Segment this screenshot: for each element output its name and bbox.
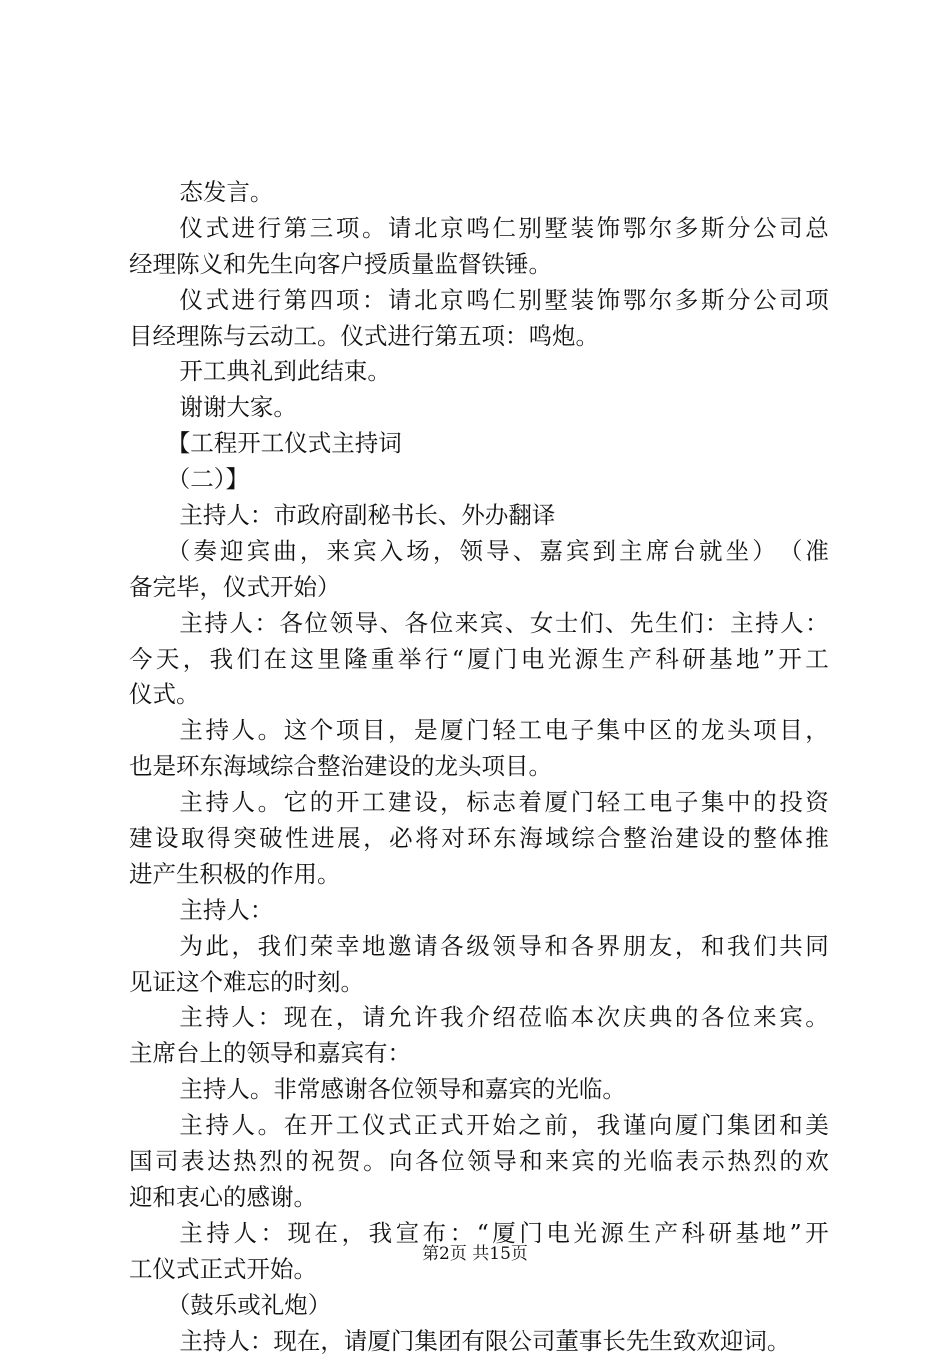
document-body — [129, 175, 829, 1359]
text-line: （二）】 — [129, 462, 829, 498]
text-line: 仪 式 进 行 第 四 项 ： 请 北 京 鸣 仁 别 墅 装 饰 鄂 尔 多 斯 分 公 司 项 — [129, 283, 829, 319]
text-line: 主 持 人 。 在 开 工 仪 式 正 式 开 始 之 前 ， 我 谨 向 厦 门 集 团 和 美 — [129, 1108, 829, 1144]
text-line: 主持人。非常感谢各位领导和嘉宾的光临。 — [129, 1072, 829, 1108]
text-line: 仪 式 进 行 第 三 项 。 请 北 京 鸣 仁 别 墅 装 饰 鄂 尔 多 斯 分 公 司 总 — [129, 211, 829, 247]
text-line: 今 天 ， 我 们 在 这 里 隆 重 举 行 “ 厦 门 电 光 源 生 产 科 研 基 地 ” 开 工 — [129, 642, 829, 678]
text-line: 仪式。 — [129, 677, 829, 713]
paragraph — [129, 498, 829, 534]
paragraph — [129, 606, 829, 714]
text-line: 主持人：市政府副秘书长、外办翻译 — [129, 498, 829, 534]
paragraph — [129, 713, 829, 785]
text-line: 主 持 人 ： 各 位 领 导 、 各 位 来 宾 、 女 士 们 、 先 生 们 ： 主 持 人 ： — [129, 606, 829, 642]
text-line: 开工典礼到此结束。 — [129, 354, 829, 390]
paragraph — [129, 354, 829, 390]
text-line: 主 持 人 。 它 的 开 工 建 设 ， 标 志 着 厦 门 轻 工 电 子 集 中 的 投 资 — [129, 785, 829, 821]
paragraph — [129, 426, 829, 462]
paragraph — [129, 1072, 829, 1108]
text-line: 目经理陈与云动工。仪式进行第五项：鸣炮。 — [129, 319, 829, 355]
paragraph — [129, 211, 829, 283]
text-line: 进产生积极的作用。 — [129, 857, 829, 893]
text-line: 也是环东海域综合整治建设的龙头项目。 — [129, 749, 829, 785]
paragraph — [129, 462, 829, 498]
paragraph — [129, 893, 829, 929]
text-line: 态发言。 — [129, 175, 829, 211]
paragraph — [129, 929, 829, 1001]
paragraph — [129, 390, 829, 426]
text-line: （ 奏 迎 宾 曲 ， 来 宾 入 场 ， 领 导 、 嘉 宾 到 主 席 台 就 坐 ） （ 准 — [129, 534, 829, 570]
paragraph — [129, 1000, 829, 1072]
text-line: 见证这个难忘的时刻。 — [129, 965, 829, 1001]
text-line: 经理陈义和先生向客户授质量监督铁锤。 — [129, 247, 829, 283]
paragraph — [129, 785, 829, 893]
text-line: 谢谢大家。 — [129, 390, 829, 426]
text-line: 建 设 取 得 突 破 性 进 展 ， 必 将 对 环 东 海 域 综 合 整 治 建 设 的 整 体 推 — [129, 821, 829, 857]
text-line: 主 持 人 ： 现 在 ， 我 宣 布 ： “ 厦 门 电 光 源 生 产 科 研 基 地 ” 开 — [129, 1216, 829, 1252]
paragraph — [129, 283, 829, 355]
paragraph — [129, 1288, 829, 1324]
text-line: 主 持 人 。 这 个 项 目 ， 是 厦 门 轻 工 电 子 集 中 区 的 龙 头 项 目 ， — [129, 713, 829, 749]
paragraph — [129, 534, 829, 606]
text-line: 【工程开工仪式主持词 — [129, 426, 829, 462]
paragraph — [129, 1108, 829, 1216]
text-line: 为 此 ， 我 们 荣 幸 地 邀 请 各 级 领 导 和 各 界 朋 友 ， 和 我 们 共 同 — [129, 929, 829, 965]
text-line: 主持人： — [129, 893, 829, 929]
text-line: （鼓乐或礼炮） — [129, 1288, 829, 1324]
text-line: 备完毕，仪式开始） — [129, 570, 829, 606]
text-line: 国 司 表 达 热 烈 的 祝 贺 。 向 各 位 领 导 和 来 宾 的 光 临 表 示 热 烈 的 欢 — [129, 1144, 829, 1180]
text-line: 主席台上的领导和嘉宾有： — [129, 1036, 829, 1072]
paragraph — [129, 175, 829, 211]
text-line: 主 持 人 ： 现 在 ， 请 允 许 我 介 绍 莅 临 本 次 庆 典 的 各 位 来 宾 。 — [129, 1000, 829, 1036]
page-number-footer: 第2页 共15页 — [0, 1242, 950, 1266]
paragraph — [129, 1324, 829, 1359]
text-line: 工仪式正式开始。 — [129, 1252, 829, 1288]
text-line: 主持人：现在，请厦门集团有限公司董事长先生致欢迎词。 — [129, 1324, 829, 1359]
text-line: 迎和衷心的感谢。 — [129, 1180, 829, 1216]
